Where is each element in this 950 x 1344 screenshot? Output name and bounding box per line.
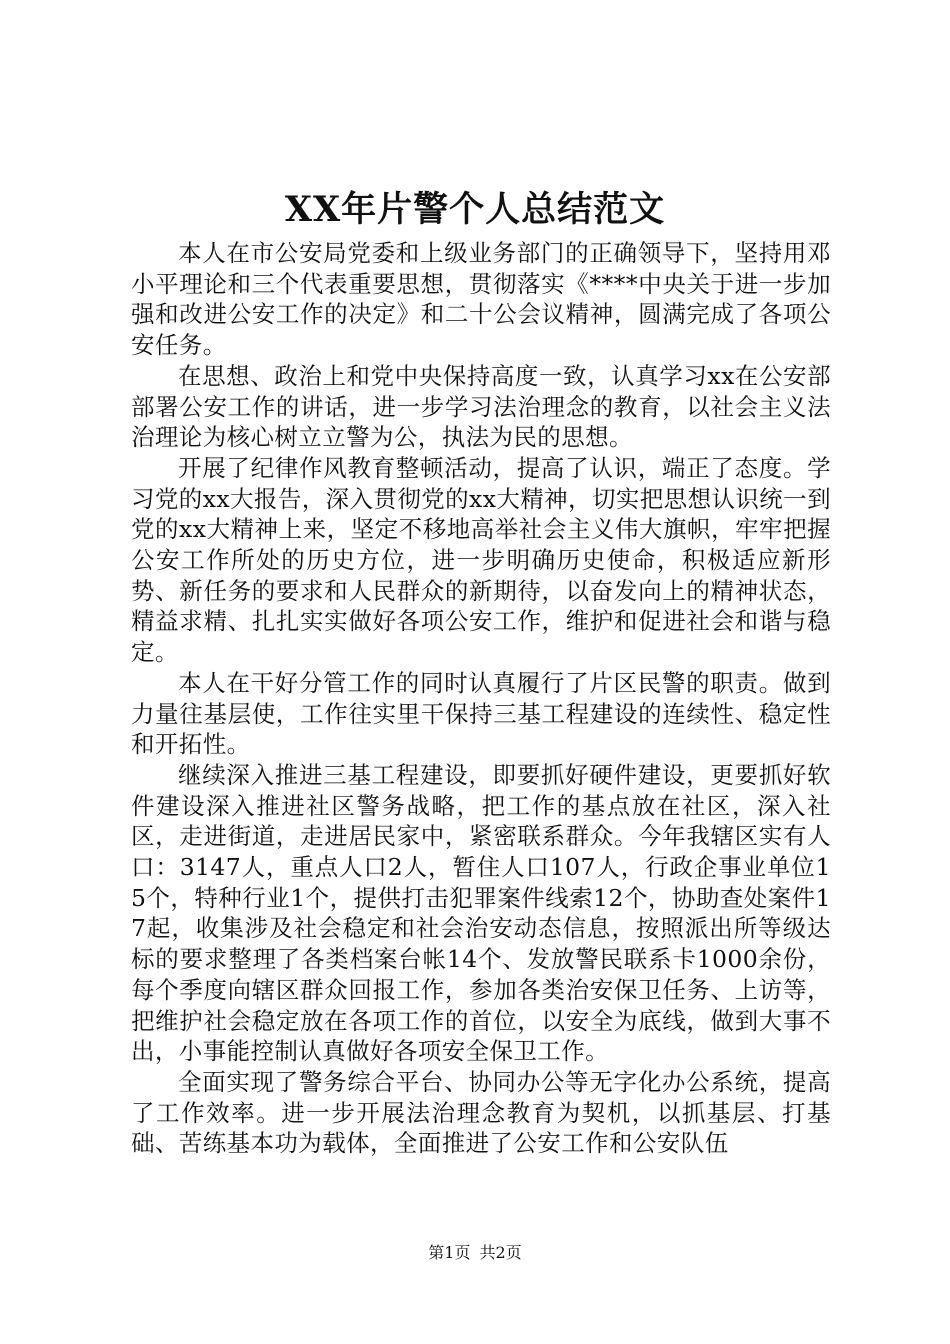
document-body — [131, 238, 831, 1159]
paragraph: 全面实现了警务综合平台、协同办公等无字化办公系统，提高了工作效率。进一步开展法治理念教育为契机，以抓基层、打基础、苦练基本功为载体，全面推进了公安工作和公安队伍 — [131, 1067, 831, 1158]
paragraph: 继续深入推进三基工程建设，即要抓好硬件建设，更要抓好软件建设深入推进社区警务战略，把工作的基点放在社区，深入社区，走进街道，走进居民家中，紧密联系群众。今年我辖区实有人口：3147人，重点人口2人，暂住人口107人，行政企事业单位15个，特种行业1个，提供打击犯罪案件线索12个，协助查处案件17起，收集涉及社会稳定和社会治安动态信息，按照派出所等级达标的要求整理了各类档案台帐14个、发放警民联系卡1000余份，每个季度向辖区群众回报工作，参加各类治安保卫任务、上访等，把维护社会稳定放在各项工作的首位，以安全为底线，做到大事不出，小事能控制认真做好各项安全保卫工作。 — [131, 760, 831, 1066]
paragraph: 本人在市公安局党委和上级业务部门的正确领导下，坚持用邓小平理论和三个代表重要思想，贯彻落实《****中央关于进一步加强和改进公安工作的决定》和二十公会议精神，圆满完成了各项公安任务。 — [131, 239, 831, 360]
paragraph: 本人在干好分管工作的同时认真履行了片区民警的职责。做到力量往基层使，工作往实里干保持三基工程建设的连续性、稳定性和开拓性。 — [131, 668, 831, 759]
page-total: 共2页 — [479, 1243, 522, 1262]
paragraph: 开展了纪律作风教育整顿活动，提高了认识，端正了态度。学习党的xx大报告，深入贯彻党的xx大精神，切实把思想认识统一到党的xx大精神上来，坚定不移地高举社会主义伟大旗帜，牢牢把握公安工作所处的历史方位，进一步明确历史使命，积极适应新形势、新任务的要求和人民群众的新期待，以奋发向上的精神状态，精益求精、扎扎实实做好各项公安工作，维护和促进社会和谐与稳定。 — [131, 453, 831, 667]
page-number: 第1页 — [428, 1243, 471, 1262]
paragraph: 在思想、政治上和党中央保持高度一致，认真学习xx在公安部部署公安工作的讲话，进一步学习法治理念的教育，以社会主义法治理论为核心树立立警为公，执法为民的思想。 — [131, 361, 831, 452]
page-footer — [0, 1242, 950, 1264]
document-title: XX年片警个人总结范文 — [284, 189, 666, 230]
